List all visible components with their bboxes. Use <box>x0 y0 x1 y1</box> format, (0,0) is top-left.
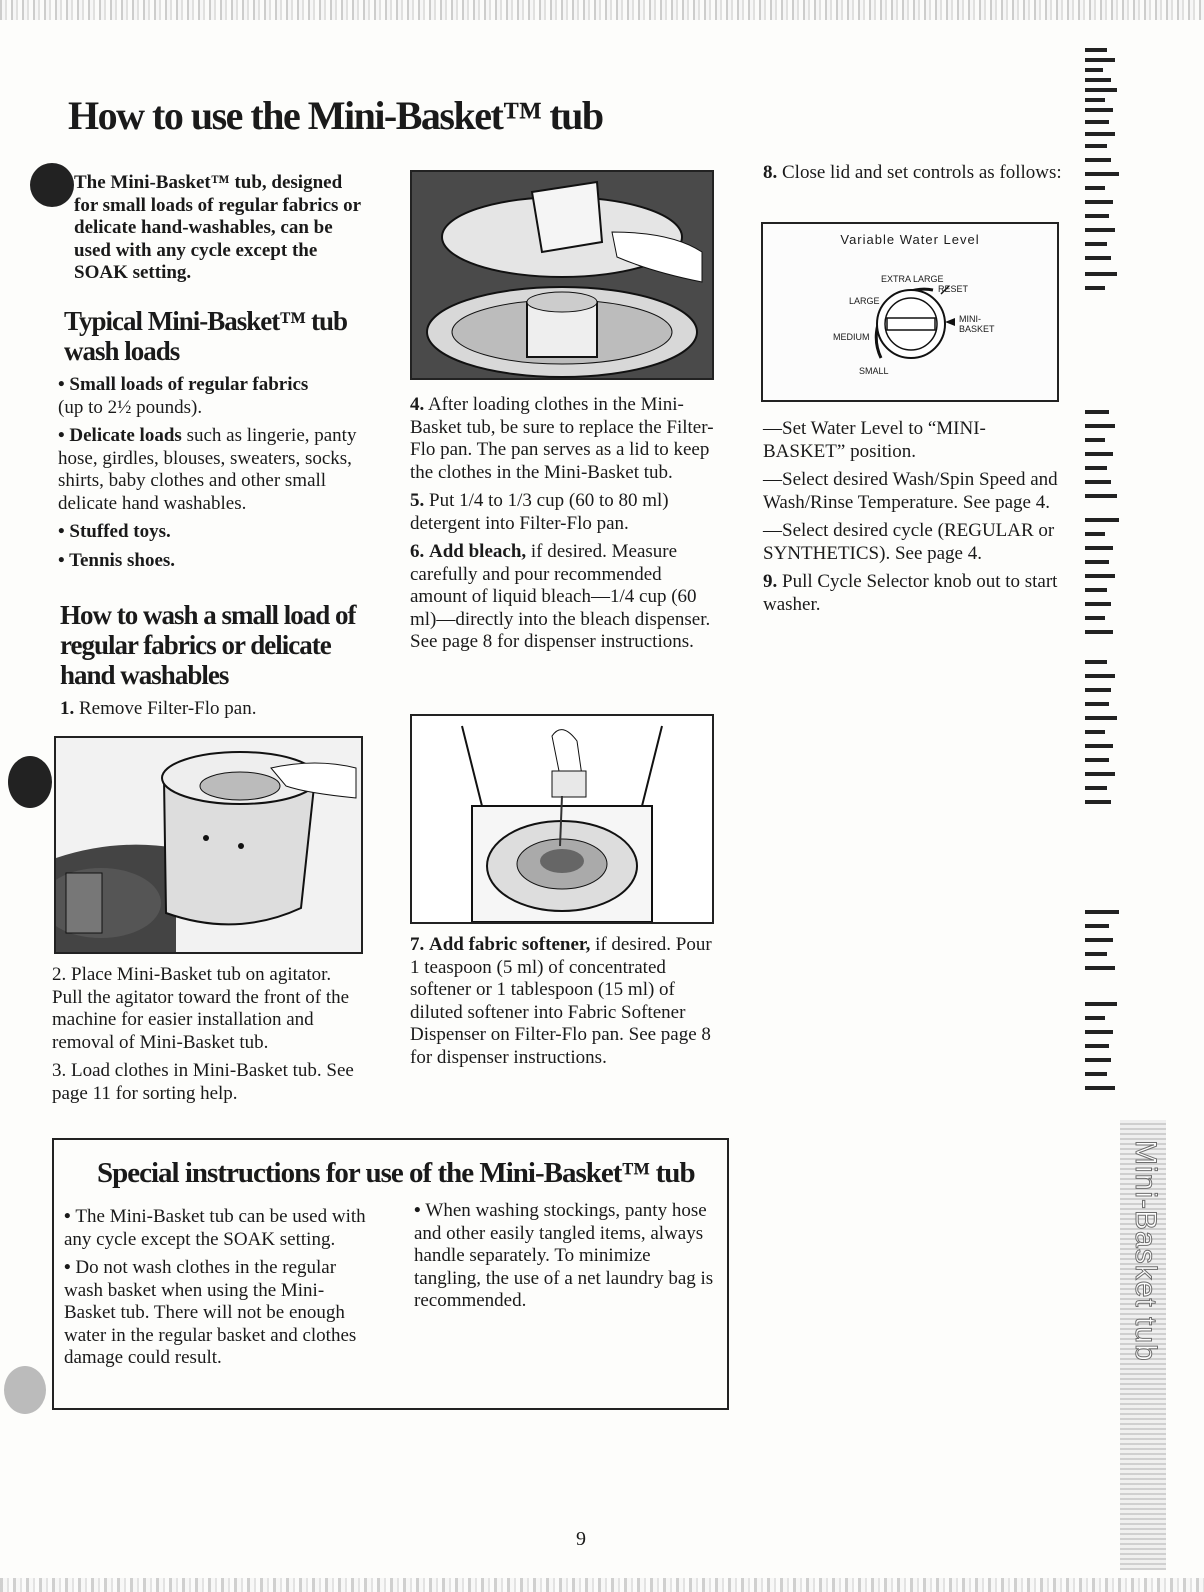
dial-label-basket: BASKET <box>959 324 995 334</box>
remove-filter-flo-illustration <box>54 736 363 954</box>
mini-basket-placement-illustration <box>410 170 714 380</box>
thumb-index-marks <box>1085 40 1125 1290</box>
dial-label-reset: RESET <box>938 284 969 294</box>
speed-temp-instruction: —Select desired Wash/Spin Speed and Wash/Rinse Temperature. See page 4. <box>763 469 1058 513</box>
step-8: 8. Close lid and set controls as follows: <box>763 162 1062 183</box>
binder-hole-mark <box>8 756 52 808</box>
step-5: 5. Put 1/4 to 1/3 cup (60 to 80 ml) detergent into Filter-Flo pan. <box>410 490 669 534</box>
dial-label-extra-large: EXTRA LARGE <box>881 274 944 284</box>
spine-tab-label: Mini-Basket tub <box>1129 1140 1162 1362</box>
dial-label-mini: MINI- <box>959 314 981 324</box>
step-7: 7. Add fabric softener, if desired. Pour 1 teaspoon (5 ml) of concentrated softener or 1 tablespoon (15 ml) of diluted softener into Fabric Softener Dispenser on Filter-Flo pan. See page 8 for dispenser instructions. <box>410 934 712 1068</box>
step-1: 1. Remove Filter-Flo pan. <box>60 698 257 719</box>
scan-top-edge <box>0 0 1204 20</box>
step-6: 6. Add bleach, if desired. Measure carefully and pour recommended amount of liquid bleach—1/4 cup (60 ml)—directly into the bleach dispenser. See page 8 for dispenser instructions. <box>410 541 711 652</box>
dial-label-medium: MEDIUM <box>833 332 870 342</box>
list-item: • Stuffed toys. <box>58 521 378 544</box>
how-to-wash-heading: How to wash a small load of regular fabrics or delicate hand washables <box>60 600 356 690</box>
special-instructions-heading: Special instructions for use of the Mini-Basket™ tub <box>97 1157 695 1189</box>
page-number: 9 <box>576 1528 586 1550</box>
water-level-dial-diagram <box>761 222 1059 402</box>
intro-paragraph: The Mini-Basket™ tub, designed for small loads of regular fabrics or delicate hand-washables, can be used with any cycle except the SOAK setting. <box>74 172 361 283</box>
step-2: 2. Place Mini-Basket tub on agitator. Pull the agitator toward the front of the machine for easier installation and removal of Mini-Basket tub. <box>52 964 350 1053</box>
step-4: 4. After loading clothes in the Mini-Basket tub, be sure to replace the Filter-Flo pan. The pan serves as a lid to keep the clothes in the Mini-Basket tub. <box>410 394 714 483</box>
typical-loads-heading: Typical Mini-Basket™ tub wash loads <box>64 306 348 366</box>
list-item: • Delicate loads such as lingerie, panty hose, girdles, blouses, sweaters, socks, shirts, baby clothes and other small delicate hand washables. <box>58 425 378 515</box>
water-level-instruction: —Set Water Level to “MINI-BASKET” position. <box>763 418 986 462</box>
spine-tab <box>1120 1120 1166 1570</box>
list-item: • Do not wash clothes in the regular wash basket when using the Mini-Basket tub. There will not be enough water in the regular basket and clothes damage could result. <box>64 1257 374 1370</box>
scan-bottom-edge <box>0 1578 1204 1592</box>
step-3: 3. Load clothes in Mini-Basket tub. See page 11 for sorting help. <box>52 1060 354 1104</box>
special-instructions-box <box>52 1138 729 1410</box>
cycle-instruction: —Select desired cycle (REGULAR or SYNTHETICS). See page 4. <box>763 520 1055 564</box>
list-item: • Small loads of regular fabrics (up to 2½ pounds). <box>58 374 378 419</box>
typical-loads-list <box>58 374 378 578</box>
bleach-dispenser-illustration <box>410 714 714 924</box>
step-9: 9. Pull Cycle Selector knob out to start washer. <box>763 571 1058 615</box>
dial-title: Variable Water Level <box>840 232 980 247</box>
binder-hole-mark <box>4 1366 46 1414</box>
dial-label-large: LARGE <box>849 296 880 306</box>
list-item: • The Mini-Basket tub can be used with any cycle except the SOAK setting. <box>64 1206 374 1251</box>
page-title: How to use the Mini-Basket™ tub <box>68 93 603 138</box>
list-item: • Tennis shoes. <box>58 550 378 573</box>
dial-label-small: SMALL <box>859 366 889 376</box>
list-item: • When washing stockings, panty hose and other easily tangled items, always handle separately. To minimize tangling, the use of a net laundry bag is recommended. <box>414 1200 714 1313</box>
